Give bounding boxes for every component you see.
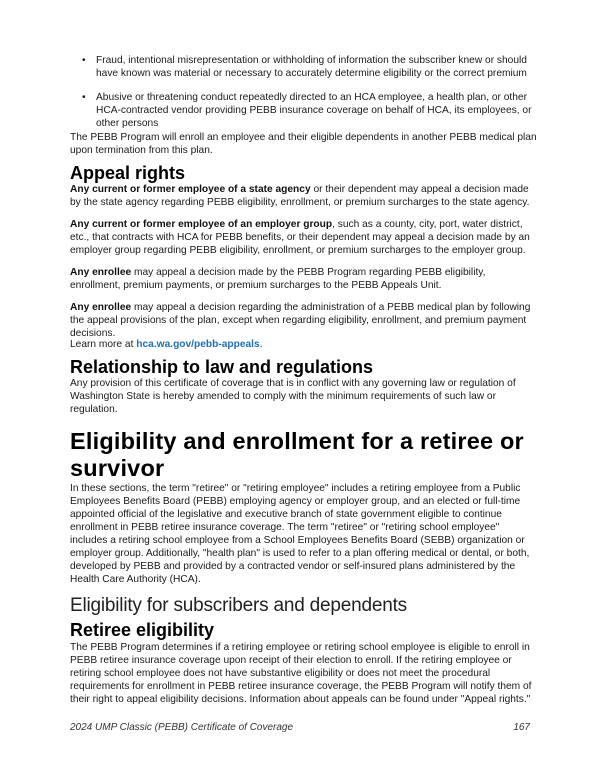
- bullet-item: [82, 91, 546, 130]
- bullet-icon: •: [82, 92, 86, 103]
- appeal-paragraph: [70, 218, 538, 257]
- appeal-paragraph: [70, 183, 538, 209]
- bullet-text: Abusive or threatening conduct repeatedly directed to an HCA employee, a health plan, or other HCA-contracted vendor providing PEBB insurance coverage on behalf of HCA, its employees, or other persons: [96, 92, 532, 129]
- bullet-icon: •: [82, 55, 86, 66]
- appeal-rights-heading: Appeal rights: [70, 163, 186, 183]
- bullet-item: [82, 54, 546, 80]
- paragraph-text: may appeal a decision regarding the administration of a PEBB medical plan by following the appeal provisions of the plan, except when regarding eligibility, enrollment, and premium payment decisions.: [70, 302, 531, 339]
- retiree-eligibility-paragraph: The PEBB Program determines if a retiring employee or retiring school employee is eligible to enroll in PEBB retiree insurance coverage upon receipt of their election to enroll. If the retiring employee or retiring school employee does not have substantive eligibility or does not meet the procedural requirements for enrollment in PEBB retiree insurance coverage, the PEBB Program will notify them of their right to appeal eligibility decisions. Information about appeals can be found under "Appeal rights.": [70, 642, 532, 705]
- bold-lead: Any current or former employee of an employer group: [70, 219, 333, 230]
- retiree-section-heading: Eligibility and enrollment for a retiree or survivor: [70, 428, 524, 481]
- paragraph-text: or their dependent may appeal a decision made by the state agency regarding PEBB eligibility, enrollment, or premium surcharges to the state agency.: [70, 184, 530, 208]
- bold-lead: Any current or former employee of a state agency: [70, 184, 311, 195]
- retiree-intro-paragraph: In these sections, the term "retiree" or "retiring employee" includes a retiring employee from a Public Employees Benefits Board (PEBB) employing agency or employer group, and an elected or full-time appointed official of the legislative and executive branch of state government eligible to continue enrollment in PEBB retiree insurance coverage. The term "retiree" or "retiring school employee" includes a retiring school employee from a School Employees Benefits Board (SEBB) organization or employer group. Additionally, "health plan" is used to refer to a plan offering medical or dental, or both, developed by PEBB and provided by a contracted vendor or self-insured plans administered by the Health Care Authority (HCA).: [70, 483, 530, 585]
- learn-more-line: [70, 338, 538, 351]
- bold-lead: Any enrollee: [70, 267, 132, 278]
- paragraph-text: may appeal a decision made by the PEBB Program regarding PEBB eligibility, enrollment, premium payments, or premium surcharges to the PEBB Appeals Unit.: [70, 267, 486, 291]
- appeals-link[interactable]: hca.wa.gov/pebb-appeals: [136, 339, 260, 350]
- bold-lead: Any enrollee: [70, 302, 132, 313]
- learn-more-suffix: .: [259, 339, 263, 350]
- relationship-paragraph: Any provision of this certificate of coverage that is in conflict with any governing law or regulation of Washington State is hereby amended to comply with the minimum requirements of such law or regulation.: [70, 378, 516, 415]
- appeal-paragraph: [70, 266, 538, 292]
- eligibility-subheading: Eligibility for subscribers and dependents: [70, 595, 407, 616]
- bullet-text: Fraud, intentional misrepresentation or withholding of information the subscriber knew or should have known was material or necessary to accurately determine eligibility or the correct premium: [96, 55, 527, 79]
- paragraph-text: , such as a county, city, port, water district, etc., that contracts with HCA for PEBB benefits, or their dependent may appeal a decision made by an employer group regarding PEBB eligibility, enrollment, or premium surcharges to the employer group.: [70, 219, 530, 256]
- footer-title: 2024 UMP Classic (PEBB) Certificate of Coverage: [70, 722, 294, 733]
- learn-more-text: Learn more at: [70, 339, 137, 350]
- relationship-heading: Relationship to law and regulations: [70, 357, 374, 377]
- appeal-paragraph: [70, 301, 538, 340]
- termination-paragraph: The PEBB Program will enroll an employee and their eligible dependents in another PEBB medical plan upon termination from this plan.: [70, 132, 537, 156]
- retiree-eligibility-heading: Retiree eligibility: [70, 620, 215, 640]
- page-number: 167: [513, 722, 530, 733]
